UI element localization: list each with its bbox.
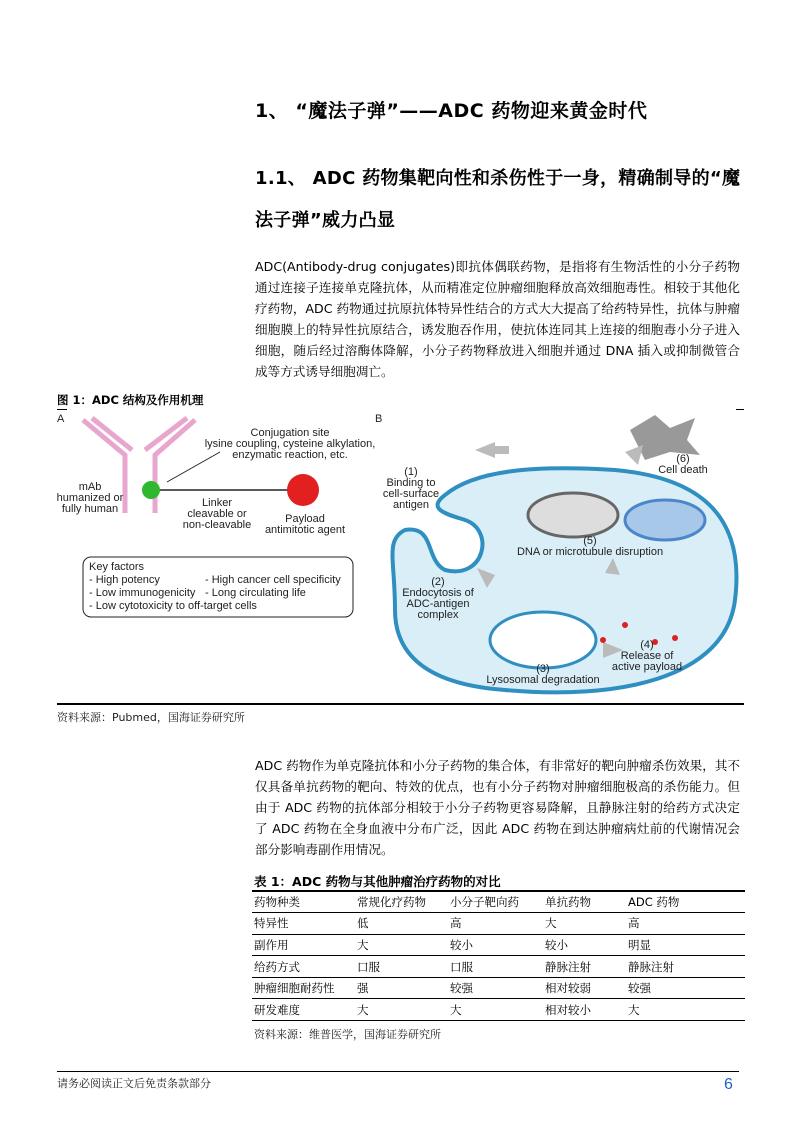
label: - High cancer cell specificity xyxy=(205,574,341,586)
section-heading: 1、 “魔法子弹”——ADC 药物迎来黄金时代 xyxy=(255,100,648,122)
table-cell: 较强 xyxy=(448,977,543,999)
table-cell: 大 xyxy=(626,999,745,1021)
label: antigen xyxy=(392,499,430,511)
label: Binding to xyxy=(386,477,436,489)
table-source: 资料来源：维普医学，国海证券研究所 xyxy=(254,1028,441,1041)
label: - Long circulating life xyxy=(205,587,306,599)
label: DNA or microtubule disruption xyxy=(516,546,664,558)
table-row xyxy=(252,934,745,956)
table-cell: 高 xyxy=(448,913,543,935)
label: antimitotic agent xyxy=(264,524,346,536)
payload-dot xyxy=(287,474,319,506)
figure-caption: 图 1：ADC 结构及作用机理 xyxy=(57,393,204,407)
table-cell: 大 xyxy=(448,999,543,1021)
table-cell: 特异性 xyxy=(252,913,355,935)
label: (4) xyxy=(640,639,654,651)
paragraph-intro: ADC(Antibody-drug conjugates)即抗体偶联药物，是指将有生物活性的小分子药物通过连接子连接单克隆抗体，从而精准定位肿瘤细胞释放高效细胞毒性。相较于其他化疗药物，ADC 药物通过抗原抗体特异性结合的方式大大提高了给药特异性，抗体与肿瘤细胞膜上的特异性抗原结合，诱发胞吞作用，使抗体连同其上连接的细胞毒小分子进入细胞，随后经过溶酶体降解，小分子药物释放进入细胞并通过 DNA 插入或抑制微管合成等方式诱导细胞凋亡。 xyxy=(255,259,740,379)
table-cell: 副作用 xyxy=(252,934,355,956)
panel-a-label: A xyxy=(57,413,65,425)
nucleus xyxy=(528,493,618,537)
page-number: 6 xyxy=(724,1076,733,1093)
label: mAb xyxy=(78,481,102,493)
label: humanized or xyxy=(56,492,124,504)
mitochondrion xyxy=(625,500,705,540)
table-cell: 大 xyxy=(355,999,448,1021)
table-header-row xyxy=(252,891,745,913)
footer-divider xyxy=(57,1071,739,1072)
conjugation-site-dot xyxy=(142,481,160,499)
label: - High potency xyxy=(89,574,160,586)
comparison-table xyxy=(252,891,745,1021)
label: fully human xyxy=(61,503,119,515)
label: cleavable or xyxy=(187,508,247,520)
table-cell: 口服 xyxy=(355,956,448,978)
label: (2) xyxy=(431,576,445,588)
table-cell: 大 xyxy=(355,934,448,956)
label: Cell death xyxy=(658,464,708,476)
footer-disclaimer: 请务必阅读正文后免责条款部分 xyxy=(57,1077,211,1090)
divider xyxy=(57,703,744,705)
table-cell: 肿瘤细胞耐药性 xyxy=(252,977,355,999)
table-cell: 相对较小 xyxy=(543,999,626,1021)
table-cell: 高 xyxy=(626,913,745,935)
label: Lysosomal degradation xyxy=(486,674,600,686)
label: Payload xyxy=(285,513,325,525)
table-row xyxy=(252,999,745,1021)
table-row xyxy=(252,913,745,935)
paragraph-comparison: ADC 药物作为单克隆抗体和小分子药物的集合体，有非常好的靶向肿瘤杀伤效果，其不仅具备单抗药物的靶向、特效的优点，也有小分子药物对肿瘤细胞极高的杀伤能力。但由于 ADC 药物的抗体部分相较于小分子药物更容易降解，且静脉注射的给药方式决定了 ADC 药物在全身血液中分布广泛，因此 ADC 药物在到达肿瘤病灶前的代谢情况会部分影响毒副作用情况。 xyxy=(255,758,740,857)
label: ADC-antigen xyxy=(406,598,470,610)
adc-figure xyxy=(55,410,745,700)
label: complex xyxy=(417,609,459,621)
panel-b-label: B xyxy=(375,413,383,425)
table-row xyxy=(252,956,745,978)
label: Linker xyxy=(202,497,232,509)
label: enzymatic reaction, etc. xyxy=(232,449,348,461)
table-cell: 口服 xyxy=(448,956,543,978)
label: (5) xyxy=(583,535,597,547)
label: active payload xyxy=(611,661,683,673)
table-caption: 表 1：ADC 药物与其他肿瘤治疗药物的对比 xyxy=(254,874,501,889)
label: (1) xyxy=(404,466,418,478)
header-cell: 药物种类 xyxy=(252,891,355,913)
label: non-cleavable xyxy=(182,519,252,531)
label: Conjugation site xyxy=(250,427,330,439)
table-cell: 静脉注射 xyxy=(543,956,626,978)
table-cell: 研发难度 xyxy=(252,999,355,1021)
figure-source: 资料来源：Pubmed，国海证券研究所 xyxy=(57,711,245,724)
table-cell: 给药方式 xyxy=(252,956,355,978)
header-cell: 单抗药物 xyxy=(543,891,626,913)
label: Endocytosis of xyxy=(402,587,474,599)
table-cell: 强 xyxy=(355,977,448,999)
header-cell: ADC 药物 xyxy=(626,891,745,913)
header-cell: 小分子靶向药 xyxy=(448,891,543,913)
label: - Low immunogenicity xyxy=(89,587,196,599)
label: - Low cytotoxicity to off-target cells xyxy=(89,600,257,612)
header-cell: 常规化疗药物 xyxy=(355,891,448,913)
label: lysine coupling, cysteine alkylation, xyxy=(204,438,376,450)
table-cell: 较小 xyxy=(543,934,626,956)
table-cell: 静脉注射 xyxy=(626,956,745,978)
subsection-heading: 1.1、 ADC 药物集靶向性和杀伤性于一身，精确制导的“魔法子弹”威力凸显 xyxy=(255,168,741,231)
table-cell: 明显 xyxy=(626,934,745,956)
label: Release of xyxy=(620,650,674,662)
table-cell: 较小 xyxy=(448,934,543,956)
table-row xyxy=(252,977,745,999)
table-cell: 大 xyxy=(543,913,626,935)
table-cell: 较强 xyxy=(626,977,745,999)
label: cell-surface xyxy=(382,488,440,500)
lysosome xyxy=(490,612,596,668)
label: (3) xyxy=(536,663,550,675)
label: (6) xyxy=(676,453,690,465)
table-cell: 相对较弱 xyxy=(543,977,626,999)
label: Key factors xyxy=(89,561,145,573)
table-cell: 低 xyxy=(355,913,448,935)
